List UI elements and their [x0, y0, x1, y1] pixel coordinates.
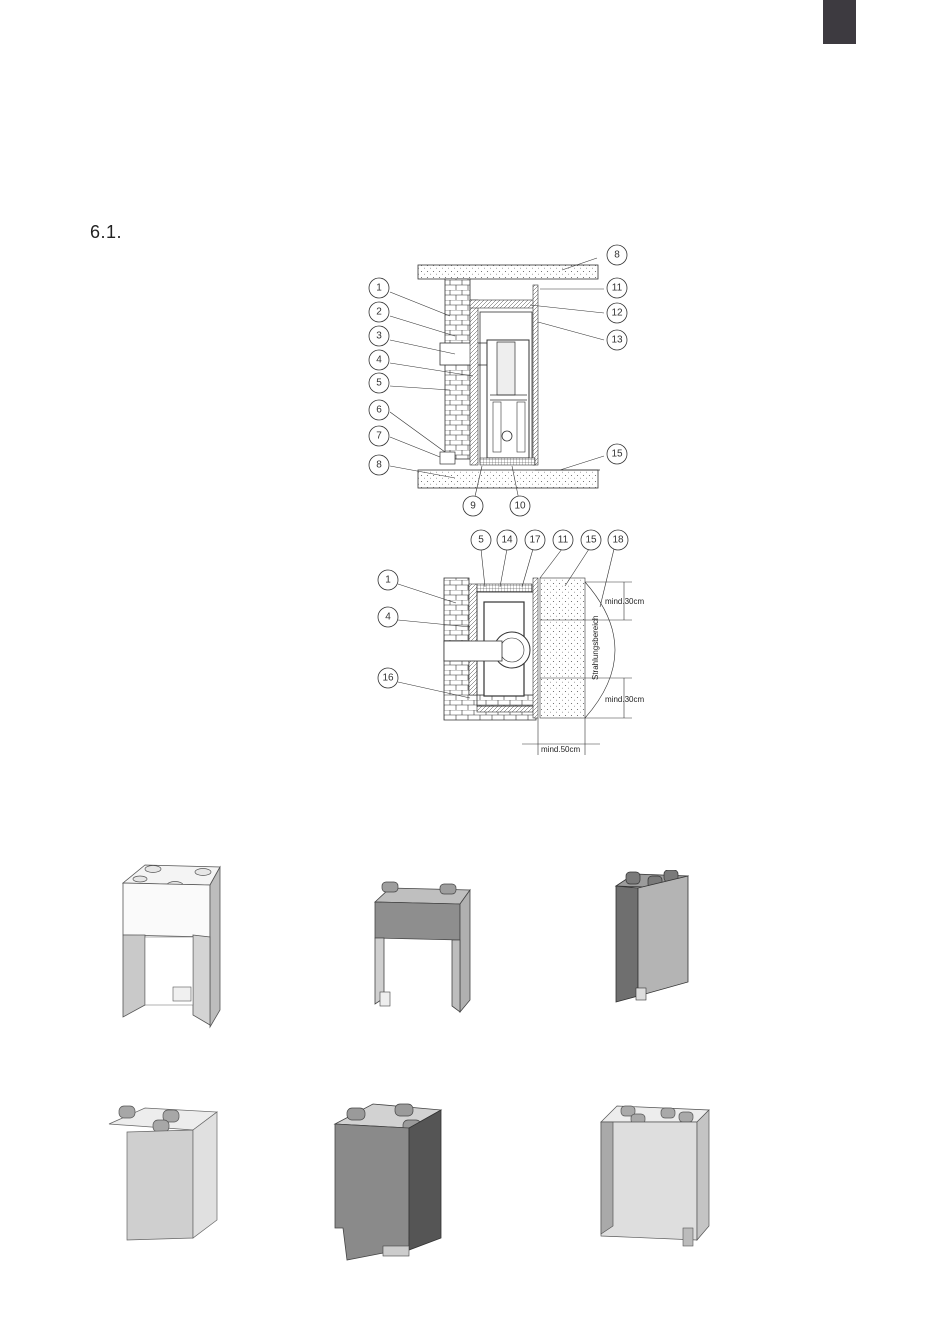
- callout-14: [497, 530, 517, 550]
- product-render-6-icon: [597, 1100, 717, 1250]
- callout-18: [608, 530, 628, 550]
- callout-5: [369, 373, 389, 393]
- svg-text:11: 11: [611, 282, 623, 294]
- callout-15: [607, 444, 627, 464]
- product-render-1-icon: [115, 855, 225, 1030]
- svg-text:5: 5: [478, 534, 484, 546]
- svg-text:8: 8: [614, 249, 620, 261]
- svg-text:14: 14: [501, 534, 513, 546]
- product-render-4-icon: [105, 1098, 220, 1243]
- dimension-bottom: mind.30cm: [605, 695, 645, 704]
- svg-text:4: 4: [376, 354, 382, 366]
- svg-text:17: 17: [529, 534, 541, 546]
- radiation-zone-label: Strahlungsbereich: [591, 615, 600, 680]
- callout-2: [369, 302, 389, 322]
- callout-11: [607, 278, 627, 298]
- dimension-top: mind.30cm: [605, 597, 645, 606]
- callout-16: [378, 668, 398, 688]
- svg-text:5: 5: [376, 377, 382, 389]
- svg-text:18: 18: [612, 534, 624, 546]
- plan-section-drawing: [370, 528, 660, 760]
- dimension-width: mind.50cm: [541, 745, 581, 754]
- product-render-5-icon: [333, 1098, 445, 1263]
- callout-12: [607, 303, 627, 323]
- svg-text:9: 9: [470, 500, 476, 512]
- callout-7: [369, 426, 389, 446]
- svg-text:6: 6: [376, 404, 382, 416]
- svg-text:15: 15: [585, 534, 597, 546]
- side-section-drawing: [360, 245, 640, 520]
- section-number: 6.1.: [90, 222, 123, 242]
- chapter-tab-marker: [823, 0, 856, 44]
- svg-text:11: 11: [557, 534, 569, 546]
- callout-3: [369, 326, 389, 346]
- callout-15: [581, 530, 601, 550]
- callout-8-floor: [369, 455, 389, 475]
- svg-text:1: 1: [385, 574, 391, 586]
- callout-10: [510, 496, 530, 516]
- callout-8-ceiling: [607, 245, 627, 265]
- callout-11: [553, 530, 573, 550]
- svg-text:3: 3: [376, 330, 382, 342]
- svg-text:4: 4: [385, 611, 391, 623]
- svg-text:1: 1: [376, 282, 382, 294]
- svg-text:12: 12: [611, 307, 623, 319]
- callout-1: [369, 278, 389, 298]
- callout-1: [378, 570, 398, 590]
- callout-6: [369, 400, 389, 420]
- product-render-3-icon: [612, 870, 692, 1005]
- svg-text:10: 10: [514, 500, 526, 512]
- callout-9: [463, 496, 483, 516]
- svg-text:15: 15: [611, 448, 623, 460]
- callout-5: [471, 530, 491, 550]
- svg-text:7: 7: [376, 430, 382, 442]
- callout-4: [369, 350, 389, 370]
- svg-text:16: 16: [382, 672, 394, 684]
- callout-4: [378, 607, 398, 627]
- svg-text:13: 13: [611, 334, 623, 346]
- svg-text:2: 2: [376, 306, 382, 318]
- product-render-2-icon: [370, 880, 480, 1020]
- callout-13: [607, 330, 627, 350]
- callout-17: [525, 530, 545, 550]
- svg-text:8: 8: [376, 459, 382, 471]
